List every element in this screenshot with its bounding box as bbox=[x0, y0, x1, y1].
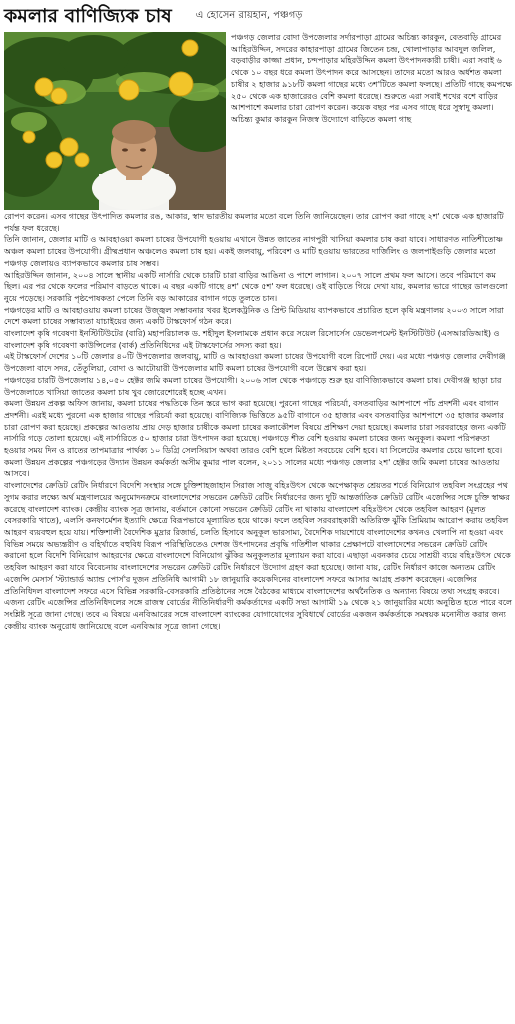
orange-tree-farmer-photo bbox=[4, 32, 226, 210]
body-paragraph: কমলা উন্নয়ন প্রকল্প অফিস জানায়, কমলা চাষের পদ্ধতিকে তিন স্তরে ভাগ করা হয়েছে। পুরনো গাছের পরিচর্যা, বসতবাড়ির আশপাশে পাঁচ প্রদর্শনী এবং বাগান প্রদর্শনী। এরই মধ্যে পুরনো এক হাজার গাছের পরিচর্যা করা হয়েছে। বাণিজ্যিক ভিত্তিতে ৯৫টি বাগানে ৩৫ হাজার এবং বসতবাড়ির আশপাশে ৩৫ হাজার কমলার চারা রোপণ করা হয়েছে। প্রকল্পের আওতায় প্রায় দেড় হাজার চাষীকে কমলা চাষের কলাকৌশল বিষয়ে প্রশিক্ষণ দেয়া হয়েছে। কমলার চারা সরবরাহের জন্য একটি নার্সারি গড়ে তোলা হয়েছে। এই নার্সারিতে ৫০ হাজার চারা উৎপাদন করা হয়েছে। পঞ্চগড়ে শীত বেশি হওয়ায় কমলা চাষের জন্য অনুকূল। কমলা পরিপক্বতা হওয়ার সময় দিন ও রাতের তাপমাত্রার পার্থক্য ১০ ডিগ্রি সেলসিয়াস অথবা তারও বেশি হলে মিষ্টতা সবচেয়ে বেশি হবে। যা সিলেটের কমলার চেয়ে ভালো হবে। bbox=[4, 398, 506, 456]
body-paragraph: রোপণ করেন। এসব গাছের উৎপাদিত কমলার রঙ, আকার, স্বাদ ভারতীয় কমলার মতো বলে তিনি জানিয়েছেন। তার রোপণ করা গাছে ২শ' থেকে এক হাজারটি পর্যন্ত ফল ধরেছে। bbox=[4, 211, 504, 233]
article-byline: এ হোসেন রায়হান, পঞ্চগড় bbox=[195, 10, 303, 21]
body-paragraph: তিনি জানান, জেলার মাটি ও আবহাওয়া কমলা চাষের উপযোগী হওয়ায় এখানে উন্নত জাতের নাগপুরী খাসিয়া কমলার চাষ করা যাবে। সাধারণত নাতিশীতোষ্ণ অঞ্চল কমলা চাষের উপযোগী। গ্রীষ্মপ্রধান অঞ্চলেও কমলা চাষ হয়। একই জলবায়ু, পরিবেশ ও মাটি হওয়ায় ভারতের দার্জিলিং ও জলপাইগুড়ি জেলার মতো পঞ্চগড় জেলায়ও ব্যাপকভাবে কমলার চাষ সম্ভব। bbox=[4, 234, 503, 268]
side-paragraph: অচিন্ত্য কুমার কারকুন নিজস্ব উদ্যোগে বাড়িতে কমলা গাছ bbox=[231, 113, 412, 124]
body-paragraph: বাংলাদেশের ক্রেডিট রেটিং নির্ধারণে বিদেশি সংস্থার সঙ্গে চুক্তিশাহজাহান সিরাজ সাজু বহিঃউৎস থেকে অপেক্ষাকৃত শ্রেয়তর শর্তে বিনিয়োগ তহবিল সংগ্রহের পথ সুগম করার লক্ষ্যে অর্থ মন্ত্রণালয়ের অনুমোদনক্রমে বাংলাদেশের সভরেন ক্রেডিট রেটিং নির্ধারণের জন্য দুটি আন্তর্জাতিক ক্রেডিট রেটিং এজেন্সির সঙ্গে চুক্তি স্বাক্ষর করেছে বাংলাদেশ ব্যাংক। কেন্দ্রীয় ব্যাংক সূত্র জানায়, বর্তমানে কোনো সভরেন ক্রেডিট রেটিং না থাকায় বাংলাদেশ বহিঃউৎস থেকে তহবিল আহরণ (মূলত বেসরকারি খাতে), এলসি কনফার্মেশন ইত্যাদি ক্ষেত্রে বিরূপভাবে মূল্যায়িত হয়ে থাকে। ফলে তহবিল সরবরাহকারী অতিরিক্ত ঝুঁকি প্রিমিয়াম আরোপ করায় তহবিল আহরণ ব্যয়বহুল হয়ে যায়। শক্তিশালী বৈদেশিক মুদ্রার রিজার্ভ, চলতি হিসাবে অনুকূল ভারসাম্য, বৈদেশিক দায়শোধে বাংলাদেশের কখনও খেলাপি না হওয়া এবং বিভিন্ন সময়ে অভ্যন্তরীণ ও বহির্খাতে বহুবিধ বিরূপ পরিস্থিতিতেও দেশজ উৎপাদনের প্রবৃদ্ধি গতিশীল থাকার প্রেক্ষাপটে বাংলাদেশের সভরেন ক্রেডিট রেটিং করানো হলে বিদেশি বিনিয়োগ আহরণের ক্ষেত্রে বাংলাদেশে বিনিয়োগ ঝুঁকির অনুকূলতার মূল্যায়ন করা যাবে। এছাড়া এবনকার চেয়ে সাশ্রয়ী ব্যয়ে বহিঃউৎস থেকে তহবিল আহরণ করা যাবে বিবেচনায় বাংলাদেশের সভরেন ক্রেডিট রেটিং নির্ধারণে উদ্যোগ গ্রহণ করা হয়েছে। জানা যায়, রেটিং নির্ধারণ কাজে অন্যতম রেটিং এজেন্সি মেসার্স 'স্ট্যান্ডার্ড অ্যান্ড পোর্স'র দুজন প্রতিনিধি আগামী ১৮ জানুয়ারি কয়েকদিনের বাংলাদেশ সফরে আসার আগ্রহ প্রকাশ করেছেন। এজেন্সির প্রতিনিধিদল বাংলাদেশ সফরে এসে বিভিন্ন সরকারি-বেসরকারি প্রতিষ্ঠানের সঙ্গে বৈঠকের মাধ্যমে বাংলাদেশের অর্থনৈতিক ও অন্যান্য বিষয়ে তথ্য সংগ্রহ করবে। এজন্য রেটিং এজেন্সির প্রতিনিধিদলের সঙ্গে রাজস্ব বোর্ডের নীতিনির্ধারণী কর্মকর্তাদের একটি সভা আগামী ১৯ থেকে ২১ জানুয়ারির মধ্যে অনুষ্ঠিত হতে পারে বলে সংশ্লিষ্ট সূত্রে জানা গেছে। তবে এ বিষয়ে এনবিআরের সঙ্গে বাংলাদেশ ব্যাংকের যোগাযোগের সুবিধার্থে বোর্ডের একজন কর্মকর্তাকে সমন্বয়ক মনোনীত করার জন্য কেন্দ্রীয় ব্যাংক অনুরোধ জানিয়েছে বলে এনবিআর সূত্রে জানা গেছে। bbox=[4, 480, 512, 631]
main-body bbox=[4, 211, 512, 632]
body-paragraph: কমলা উন্নয়ন প্রকল্পের পঞ্চগড়ের উদ্যান উন্নয়ন কর্মকর্তা অসীম কুমার পাল বলেন, ২০১১ সালের মধ্যে পঞ্চগড় জেলার ২শ' হেক্টর জমি কমলা চাষের আওতায় আসবে। bbox=[4, 456, 500, 479]
article-photo bbox=[4, 32, 226, 210]
body-paragraph: পঞ্চগড়ের চারটি উপজেলায় ১৪,০৫০ হেক্টর জমি কমলা চাষের উপযোগী। ২০০৬ সাল থেকে পঞ্চগড়ে শুরু হয় বাণিজ্যিকভাবে কমলা চাষ। দেবীগঞ্জ ছাড়া চার উপজেলাতে খাসিয়া জাতের কমলা চাষ খুব জোরেশোরেই হচ্ছে এখন। bbox=[4, 374, 502, 397]
body-paragraph: বাংলাদেশ কৃষি গবেষণা ইনস্টিটিউটের (বারি) মহাপরিচালক ড. শহীদুল ইসলামকে প্রধান করে সয়েল রিসোর্সেস ডেভেলপমেন্ট ইনস্টিটিউট (এসআরডিআই) ও বাংলাদেশ কৃষি গবেষণা কাউন্সিলের (বার্ক) প্রতিনিধিদের এই টাস্কফোর্সের সদস্য করা হয়। bbox=[4, 328, 500, 350]
side-paragraph: পঞ্চগড় জেলার বোদা উপজেলার সর্দারপাড়া গ্রামের অচিন্ত্য কারকুন, বেতবাড়ি গ্রামের আহিরউদ্দিন, সদরের কাহারপাড়া গ্রামের জিতেন চন্দ্র, খোলাপাড়ার আবদুল জলিল, বড়বাড়ীর কাজ্জা প্রধান, চন্দপাড়ার মহিরউদ্দিন কমলা উৎপাদনকারী চাষী। এরা সবাই ৬ থেকে ১০ বছর ধরে কমলা উৎপাদন করে আসছেন। তাদের মতো আরও অর্ধশত কমলা চাষীর ২ হাজার ৯১৮টি কমলা গাছের মধ্যে ৩শ'টিতে কমলা ফলছে। প্রতিটি গাছে কমপক্ষে ২৫০ থেকে এক হাজারেরও বেশি কমলা ধরেছে। শুরুতে এরা সবাই শখের বশে বাড়ির আশপাশে কমলার চারা রোপণ করেন। কয়েক বছর পর এসব গাছে ধরে সুস্বাদু কমলা। bbox=[231, 32, 512, 113]
body-paragraph: এই টাস্কফোর্স দেশের ১০টি জেলার ৪০টি উপজেলার জলবায়ু, মাটি ও আবহাওয়া কমলা চাষের উপযোগী বলে রিপোর্ট দেয়। এর মধ্যে পঞ্চগড় জেলার দেবীগঞ্জ উপজেলা বাদে সদর, তেঁতুলিয়া, বোদা ও আটোয়ারী উপজেলার মাটি কমলা চাষের উপযোগী বলে উল্লেখ করা হয়। bbox=[4, 351, 506, 374]
side-column bbox=[231, 32, 513, 126]
article-header bbox=[4, 2, 511, 28]
body-paragraph: পঞ্চগড়ের মাটি ও আবহাওয়ায় কমলা চাষের উজ্জ্বল সম্ভাবনার খবর ইলেকট্রনিক ও প্রিন্ট মিডিয়ায় ব্যাপকভাবে প্রচারিত হলে কৃষি মন্ত্রণালয় ২০০৩ সালে সারা দেশে কমলা চাষের সম্ভাব্যতা যাচাইয়ের জন্য একটি টাস্কফোর্স গঠন করে। bbox=[4, 304, 504, 327]
article-title: কমলার বাণিজ্যিক চাষ bbox=[4, 5, 172, 27]
body-paragraph: আহিরউদ্দিন জানান, ২০০৪ সালে স্থানীয় একটি নার্সারি থেকে চারটি চারা বাড়ির আঙিনা ও পাশে লাগান। ২০০৭ সালে প্রথম ফল আসে। তবে পরিমাণে কম ছিল। এর পর থেকে ফলের পরিমাণ বাড়তে থাকে। এ বছর একটি গাছে ৪শ' থেকে ৫শ' ফল ধরেছে। ওই বাড়িতে গিয়ে দেখা যায়, কমলার ভারে গাছের ডালগুলো নুয়ে পড়েছে। সরকারি পৃষ্ঠপোষকতা পেলে তিনি বড় আকারের বাগান গড়ে তুলতে চান। bbox=[4, 269, 508, 303]
